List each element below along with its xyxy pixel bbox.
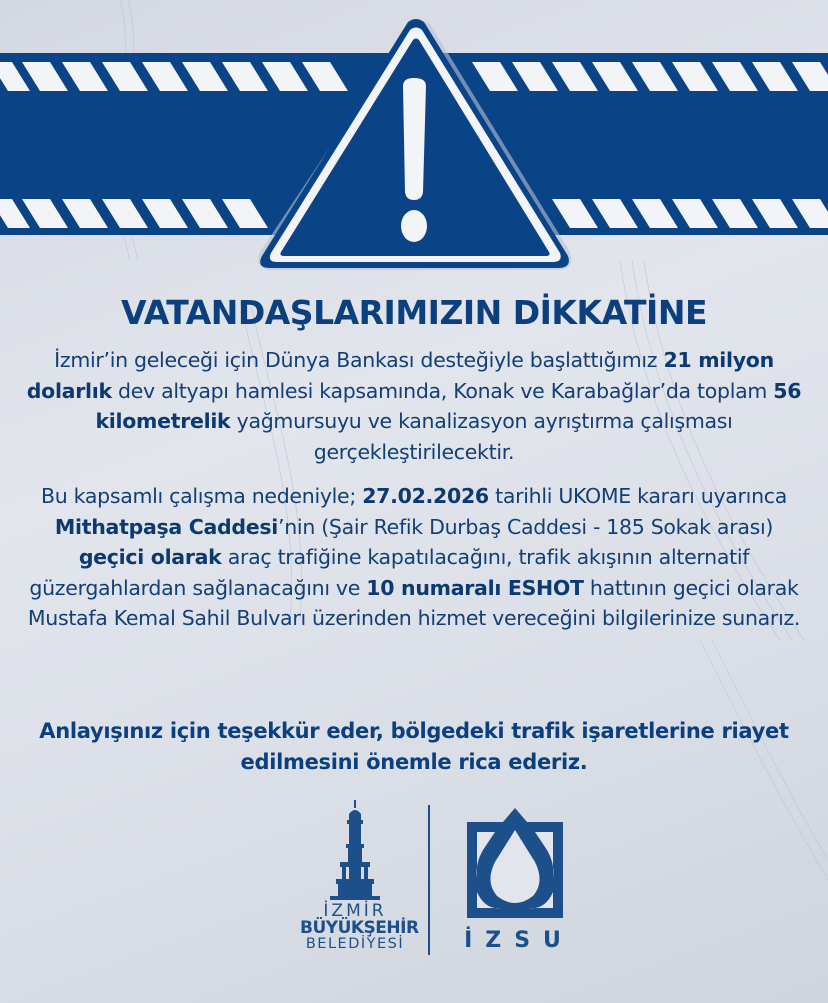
water-drop-icon [455, 800, 575, 925]
warning-triangle-exclamation-icon [160, 18, 580, 278]
paragraph-2-text: araç trafiğine kapatılacağını, trafik akışının alternatif güzergahlardan sağlanacağını ve [29, 545, 750, 600]
paragraph-2-highlight-street: Mithatpaşa Caddesi [54, 514, 279, 539]
notice-paragraph-2 [20, 481, 808, 634]
paragraph-2-text: tarihli UKOME kararı uyarınca [488, 484, 787, 508]
clock-tower-icon [322, 800, 388, 900]
paragraph-2-text: ’nin (Şair Refik Durbaş Caddesi - 185 Sokak arası) [278, 514, 774, 539]
paragraph-2-highlight-bus-line: 10 numaralı ESHOT [366, 575, 584, 600]
paragraph-1-highlight-distance: 56 kilometrelik [95, 378, 802, 433]
ibb-logo-line-2: BÜYÜKŞEHİR [300, 918, 419, 938]
closing-message: Anlayışınız için teşekkür eder, bölgedeki trafik işaretlerine riayet edilmesini önemle rica ederiz. [39, 719, 789, 774]
izsu-logo [455, 800, 575, 955]
paragraph-1-text: dev altyapı hamlesi kapsamında, Konak ve Karabağlar’da toplam [111, 378, 774, 403]
paragraph-2-text: Bu kapsamlı çalışma nedeniyle; [40, 484, 363, 508]
notice-title: VATANDAŞLARIMIZIN DİKKATİNE [120, 293, 707, 332]
paragraph-2-text: hattının geçici olarak Mustafa Kemal Sahil Bulvarı üzerinden hizmet vereceğini bilgilerinize sunarız. [27, 575, 801, 630]
logo-divider [428, 805, 430, 955]
ibb-logo-line-3: BELEDİYESİ [305, 936, 405, 952]
footer-logos [0, 800, 828, 960]
paragraph-2-highlight-date: 27.02.2026 [362, 484, 489, 508]
paragraph-1-highlight-amount: 21 milyon dolarlık [26, 348, 774, 403]
paragraph-1-text: İzmir’in geleceği için Dünya Bankası desteğiyle başlattığımız [54, 348, 664, 372]
paragraph-1-text: yağmursuyu ve kanalizasyon ayrıştırma çalışması gerçekleştirilecektir. [230, 409, 733, 464]
izmir-metropolitan-logo [300, 800, 419, 955]
izsu-logo-text: İZSU [464, 928, 574, 953]
notice-paragraph-1 [20, 345, 808, 467]
paragraph-2-highlight-temporary: geçici olarak [78, 545, 222, 569]
ibb-logo-line-1: İZMİR [323, 901, 387, 921]
